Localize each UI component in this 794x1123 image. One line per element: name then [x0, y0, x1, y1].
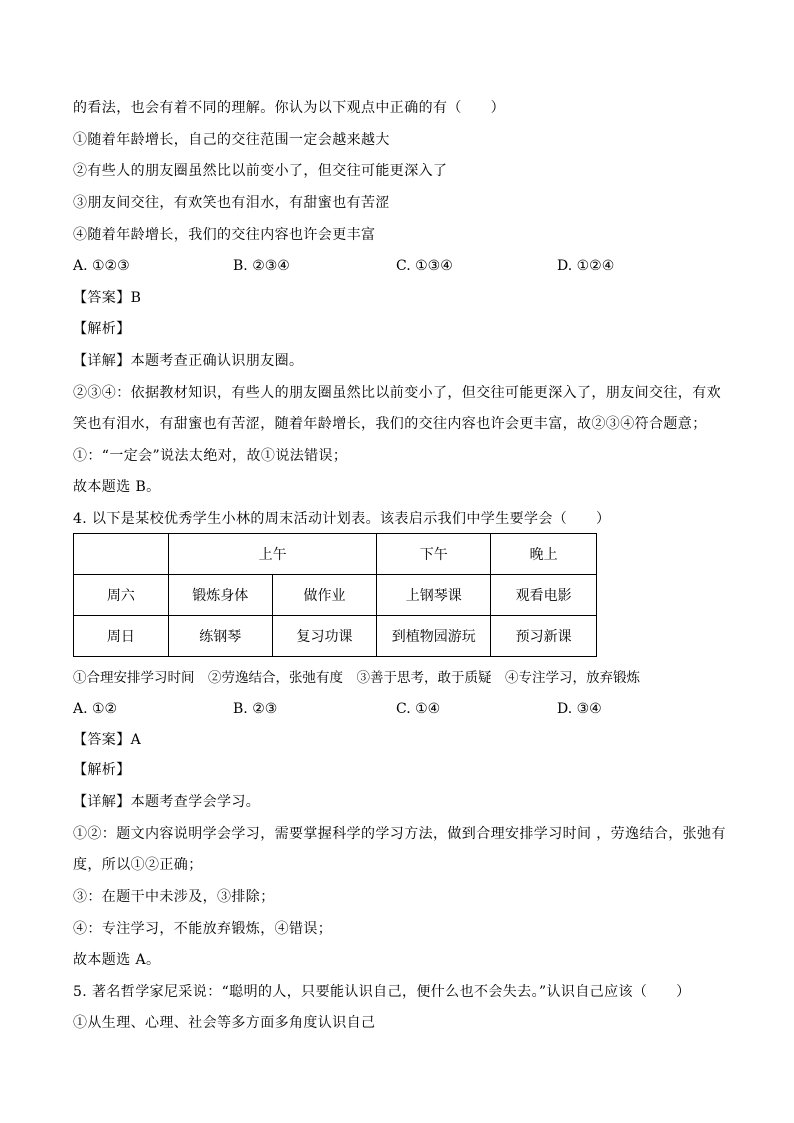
q3-explanation-2: ①：“一定会”说法太绝对，故①说法错误； [73, 448, 348, 464]
table-cell: 到植物园游玩 [377, 616, 491, 657]
table-cell: 周日 [74, 616, 169, 657]
q4-stem: 4. 以下是某校优秀学生小林的周末活动计划表。该表启示我们中学生要学会（ ） [73, 511, 611, 527]
q4-answer: 【答案】A [73, 732, 142, 748]
q4-detail: 【详解】本题考查学会学习。 [73, 794, 261, 810]
q3-stem: 的看法，也会有着不同的理解。你认为以下观点中正确的有（ ） [73, 100, 505, 116]
q4-option-b: B. ②③ [233, 701, 278, 717]
q3-statement-4: ④随着年龄增长，我们的交往内容也许会更丰富 [73, 227, 376, 243]
weekend-plan-table [73, 533, 597, 657]
table-cell: 复习功课 [272, 616, 377, 657]
q3-answer: 【答案】B [73, 290, 142, 306]
q4-conclusion: 故本题选 A。 [73, 952, 161, 968]
table-cell: 观看电影 [491, 575, 597, 616]
q4-explanation-1a: ①②：题文内容说明学会学习，需要掌握科学的学习方法，做到合理安排学习时间 ，劳逸结合，张弛有 [73, 826, 726, 842]
table-corner-cell [74, 534, 169, 575]
table-cell: 做作业 [272, 575, 377, 616]
q4-explanation-2: ③：在题干中未涉及，③排除； [73, 889, 275, 905]
q3-option-d: D. ①②④ [557, 258, 615, 274]
table-cell: 周六 [74, 575, 169, 616]
table-cell: 锻炼身体 [168, 575, 272, 616]
table-header-afternoon: 下午 [377, 534, 491, 575]
q3-detail: 【详解】本题考查正确认识朋友圈。 [73, 353, 304, 369]
q3-statement-2: ②有些人的朋友圈虽然比以前变小了，但交往可能更深入了 [73, 163, 448, 179]
q4-explanation-3: ④：专注学习，不能放弃锻炼，④错误； [73, 921, 333, 937]
q3-statement-3: ③朋友间交往，有欢笑也有泪水，有甜蜜也有苦涩 [73, 195, 390, 211]
q3-statement-1: ①随着年龄增长，自己的交往范围一定会越来越大 [73, 132, 390, 148]
q5-stem: 5. 著名哲学家尼采说：“聪明的人，只要能认识自己，便什么也不会失去。”认识自己应该（ ） [73, 984, 691, 1000]
table-header-row [74, 534, 597, 575]
q4-explanation-1b: 度，所以①②正确； [73, 857, 203, 873]
q5-statement-1: ①从生理、心理、社会等多方面多角度认识自己 [73, 1015, 376, 1031]
q3-analysis: 【解析】 [73, 321, 131, 337]
q4-option-d: D. ③④ [557, 701, 602, 717]
q4-statements: ①合理安排学习时间 ②劳逸结合，张弛有度 ③善于思考，敢于质疑 ④专注学习，放弃锻炼 [73, 670, 640, 686]
q4-analysis: 【解析】 [73, 762, 131, 778]
table-cell: 上钢琴课 [377, 575, 491, 616]
q3-conclusion: 故本题选 B。 [73, 479, 161, 495]
table-row [74, 616, 597, 657]
q3-explanation-1a: ②③④：依据教材知识，有些人的朋友圈虽然比以前变小了，但交往可能更深入了，朋友间交往，有欢 [73, 385, 721, 401]
q3-option-c: C. ①③④ [396, 258, 453, 274]
q4-option-a: A. ①② [73, 701, 118, 717]
table-header-evening: 晚上 [491, 534, 597, 575]
q3-option-b: B. ②③④ [233, 258, 290, 274]
table-header-morning: 上午 [168, 534, 377, 575]
table-cell: 预习新课 [491, 616, 597, 657]
q3-explanation-1b: 笑也有泪水，有甜蜜也有苦涩，随着年龄增长，我们的交往内容也许会更丰富，故②③④符合题意； [73, 416, 707, 432]
q4-option-c: C. ①④ [396, 701, 441, 717]
q3-option-a: A. ①②③ [73, 258, 130, 274]
table-row [74, 575, 597, 616]
table-cell: 练钢琴 [168, 616, 272, 657]
